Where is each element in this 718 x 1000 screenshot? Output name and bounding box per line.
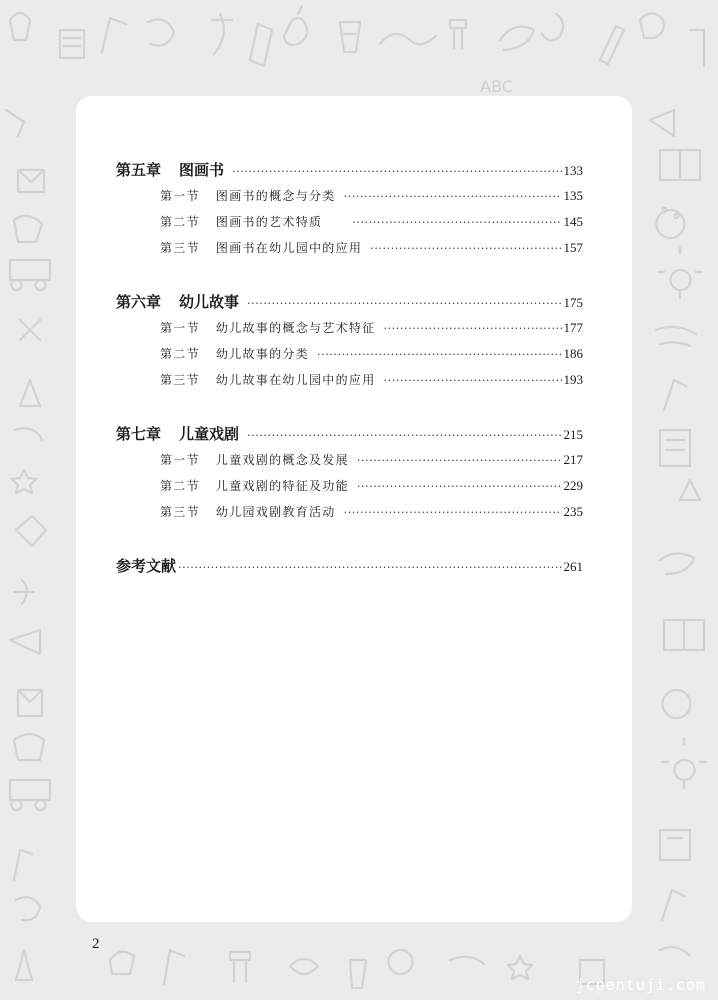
page-ref: 193 <box>563 372 583 387</box>
dot-leader <box>317 348 561 361</box>
svg-text:ABC: ABC <box>480 77 513 96</box>
dot-leader <box>247 297 561 310</box>
section-number: 第三节 <box>160 373 200 387</box>
chapter-number: 第五章 <box>116 161 162 179</box>
section-title: 图画书在幼儿园中的应用 <box>215 241 363 255</box>
chapter-number: 第七章 <box>116 425 162 443</box>
chapter-title: 幼儿故事 <box>179 293 240 311</box>
page-ref: 157 <box>563 240 583 255</box>
table-of-contents <box>116 159 583 609</box>
section-number: 第二节 <box>160 347 200 361</box>
dot-leader <box>232 165 561 178</box>
dot-leader <box>344 190 562 203</box>
chapter-title: 儿童戏剧 <box>179 425 240 443</box>
dot-leader <box>352 216 561 229</box>
section-title: 幼儿园戏剧教育活动 <box>215 505 336 519</box>
chapter-heading[interactable] <box>116 423 583 451</box>
page-ref: 229 <box>563 478 583 493</box>
section-number: 第一节 <box>160 453 200 467</box>
chapter-heading[interactable] <box>116 159 583 187</box>
section-entry[interactable] <box>116 451 583 477</box>
section-number: 第二节 <box>160 215 200 229</box>
section-entry[interactable] <box>116 371 583 397</box>
section-title: 图画书的艺术特质 <box>215 215 323 229</box>
section-title: 幼儿故事的分类 <box>215 347 310 361</box>
page-ref: 215 <box>563 427 583 442</box>
section-title: 图画书的概念与分类 <box>215 189 336 203</box>
content-card <box>76 96 632 922</box>
page-ref: 177 <box>563 320 583 335</box>
page-ref: 186 <box>563 346 583 361</box>
section-title: 儿童戏剧的概念及发展 <box>215 453 349 467</box>
page-number: 2 <box>92 936 100 952</box>
section-entry[interactable] <box>116 503 583 529</box>
dot-leader <box>384 374 562 387</box>
section-title: 儿童戏剧的特征及功能 <box>215 479 349 493</box>
references-title: 参考文献 <box>116 557 177 575</box>
dot-leader <box>384 322 562 335</box>
page-ref: 145 <box>563 214 583 229</box>
section-number: 第三节 <box>160 241 200 255</box>
chapter-heading[interactable] <box>116 291 583 319</box>
dot-leader <box>178 561 561 574</box>
references <box>116 555 583 583</box>
section-entry[interactable] <box>116 345 583 371</box>
dot-leader <box>357 480 562 493</box>
page-ref: 217 <box>563 452 583 467</box>
dot-leader <box>357 454 562 467</box>
section-title: 幼儿故事在幼儿园中的应用 <box>215 373 376 387</box>
chapter-7 <box>116 423 583 529</box>
section-title: 幼儿故事的概念与艺术特征 <box>215 321 376 335</box>
section-number: 第二节 <box>160 479 200 493</box>
section-number: 第三节 <box>160 505 200 519</box>
page-ref: 235 <box>563 504 583 519</box>
section-entry[interactable] <box>116 213 583 239</box>
dot-leader <box>370 242 561 255</box>
dot-leader <box>344 506 562 519</box>
page-ref: 135 <box>563 188 583 203</box>
section-number: 第一节 <box>160 321 200 335</box>
references-heading[interactable] <box>116 555 583 583</box>
chapter-5 <box>116 159 583 265</box>
page-ref: 261 <box>563 559 583 574</box>
section-entry[interactable] <box>116 239 583 265</box>
chapter-number: 第六章 <box>116 293 162 311</box>
page-ref: 175 <box>563 295 583 310</box>
section-entry[interactable] <box>116 477 583 503</box>
section-entry[interactable] <box>116 319 583 345</box>
dot-leader <box>247 429 561 442</box>
section-number: 第一节 <box>160 189 200 203</box>
section-entry[interactable] <box>116 187 583 213</box>
page-ref: 133 <box>563 163 583 178</box>
chapter-6 <box>116 291 583 397</box>
chapter-title: 图画书 <box>179 161 225 179</box>
watermark: jcpentuji.com <box>575 976 706 994</box>
